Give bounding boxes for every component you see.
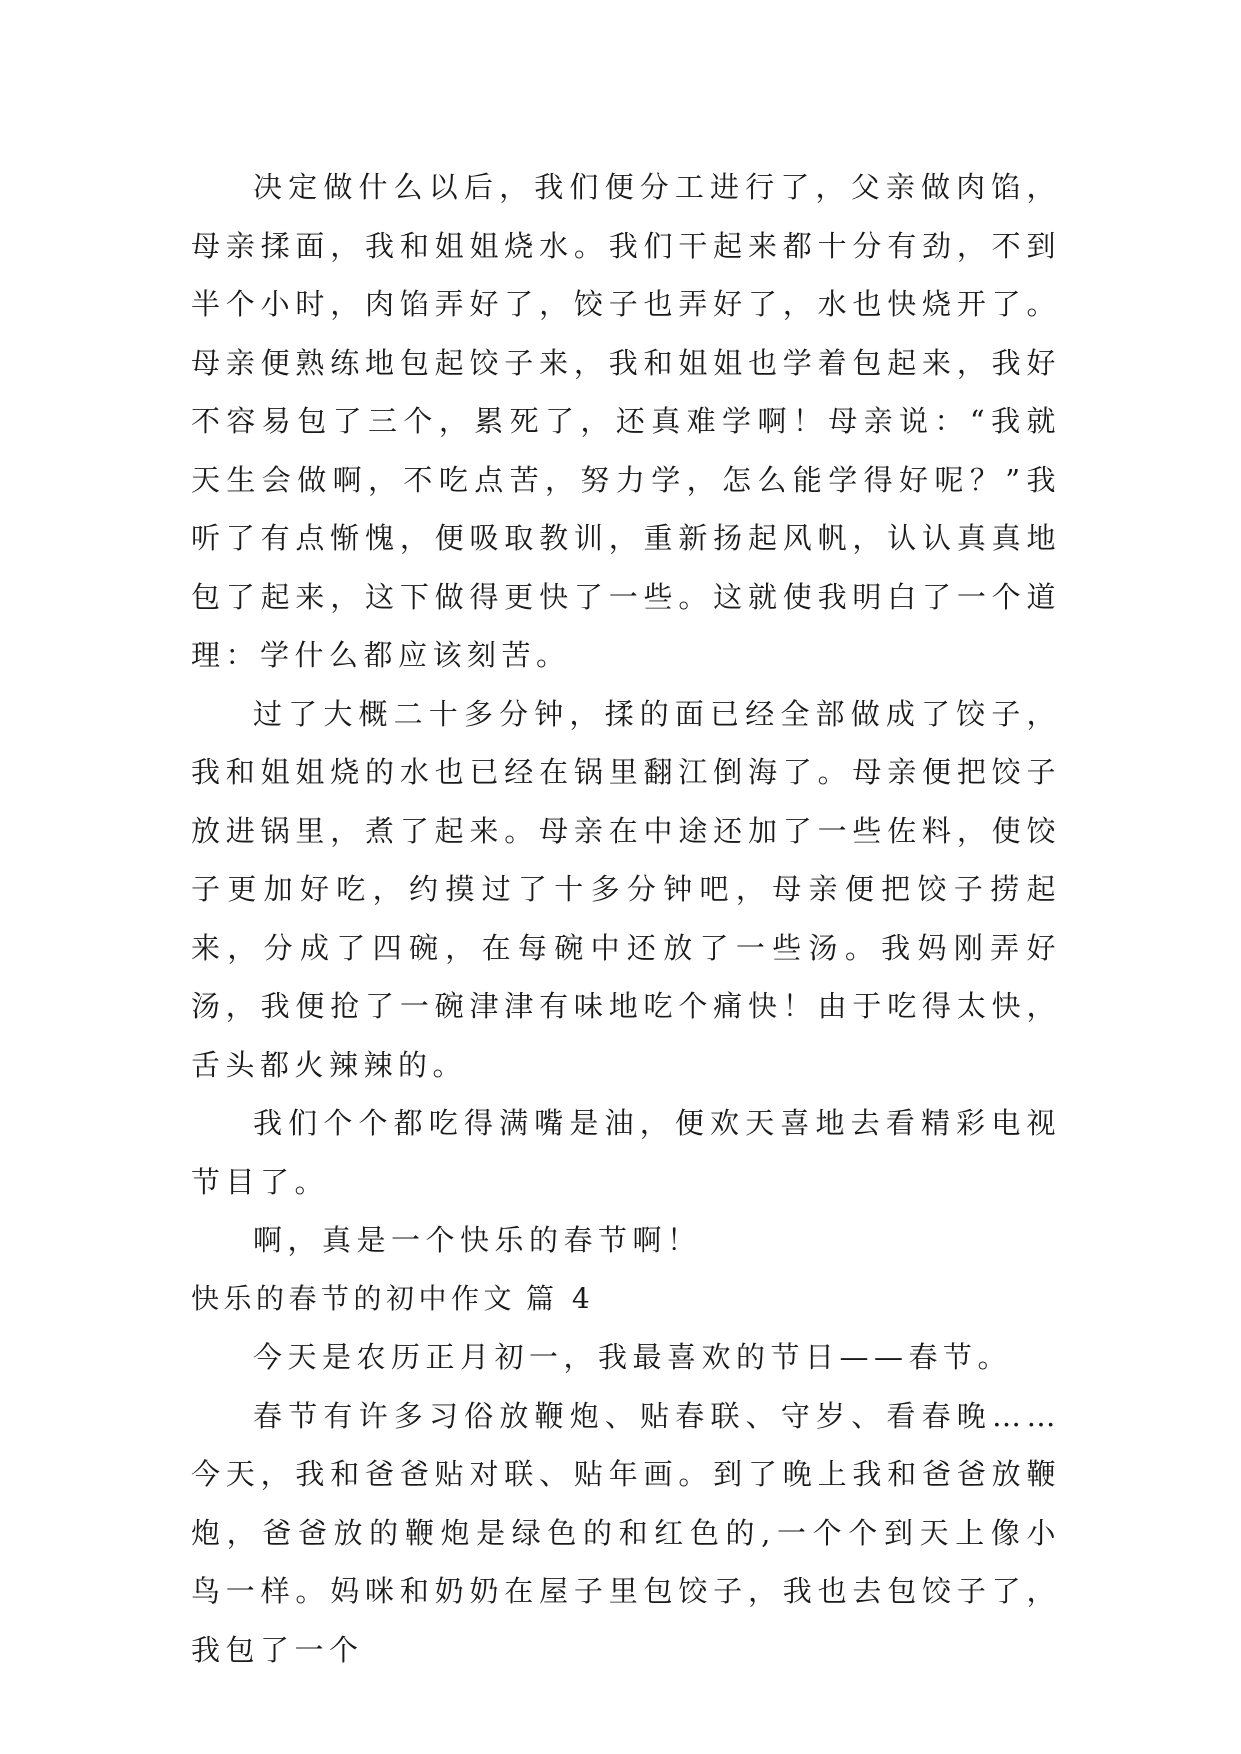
- paragraph-new-year-day: 今天是农历正月初一，我最喜欢的节日——春节。: [253, 1340, 1013, 1374]
- paragraph-dividing-work: 决定做什么以后，我们便分工进行了，父亲做肉馅，母亲揉面，我和姐姐烧水。我们干起来都十分有劲，不到半个小时，肉馅弄好了，饺子也弄好了，水也快烧开了。母亲便熟练地包起饺子来，我和姐姐也学着包起来，我好不容易包了三个，累死了，还真难学啊！母亲说：“我就天生会做啊，不吃点苦，努力学，怎么能学得好呢？”我听了有点惭愧，便吸取教训，重新扬起风帆，认认真真地包了起来，这下做得更快了一些。这就使我明白了一个道理：学什么都应该刻苦。: [191, 170, 1061, 672]
- essay-heading: [191, 1270, 1061, 1329]
- essay-section-number: 篇 4: [526, 1281, 595, 1315]
- paragraph-festival-customs: 春节有许多习俗放鞭炮、贴春联、守岁、看春晚……今天，我和爸爸贴对联、贴年画。到了晚上我和爸爸放鞭炮，爸爸放的鞭炮是绿色的和红色的,一个个到天上像小鸟一样。妈咪和奶奶在屋子里包饺子，我也去包饺子了，我包了一个: [191, 1398, 1061, 1667]
- paragraph-happy-spring-festival: 啊，真是一个快乐的春节啊！: [253, 1223, 702, 1257]
- paragraph-watching-tv: 我们个个都吃得满嘴是油，便欢天喜地去看精彩电视节目了。: [191, 1106, 1061, 1199]
- document-page: [191, 158, 1061, 1679]
- essay-title: 快乐的春节的初中作文: [191, 1281, 517, 1315]
- paragraph-cooking-dumplings: 过了大概二十多分钟，揉的面已经全部做成了饺子，我和姐姐烧的水也已经在锅里翻江倒海了。母亲便把饺子放进锅里，煮了起来。母亲在中途还加了一些佐料，使饺子更加好吃，约摸过了十多分钟吧，母亲便把饺子捞起来，分成了四碗，在每碗中还放了一些汤。我妈刚弄好汤，我便抢了一碗津津有味地吃个痛快！由于吃得太快，舌头都火辣辣的。: [191, 696, 1061, 1082]
